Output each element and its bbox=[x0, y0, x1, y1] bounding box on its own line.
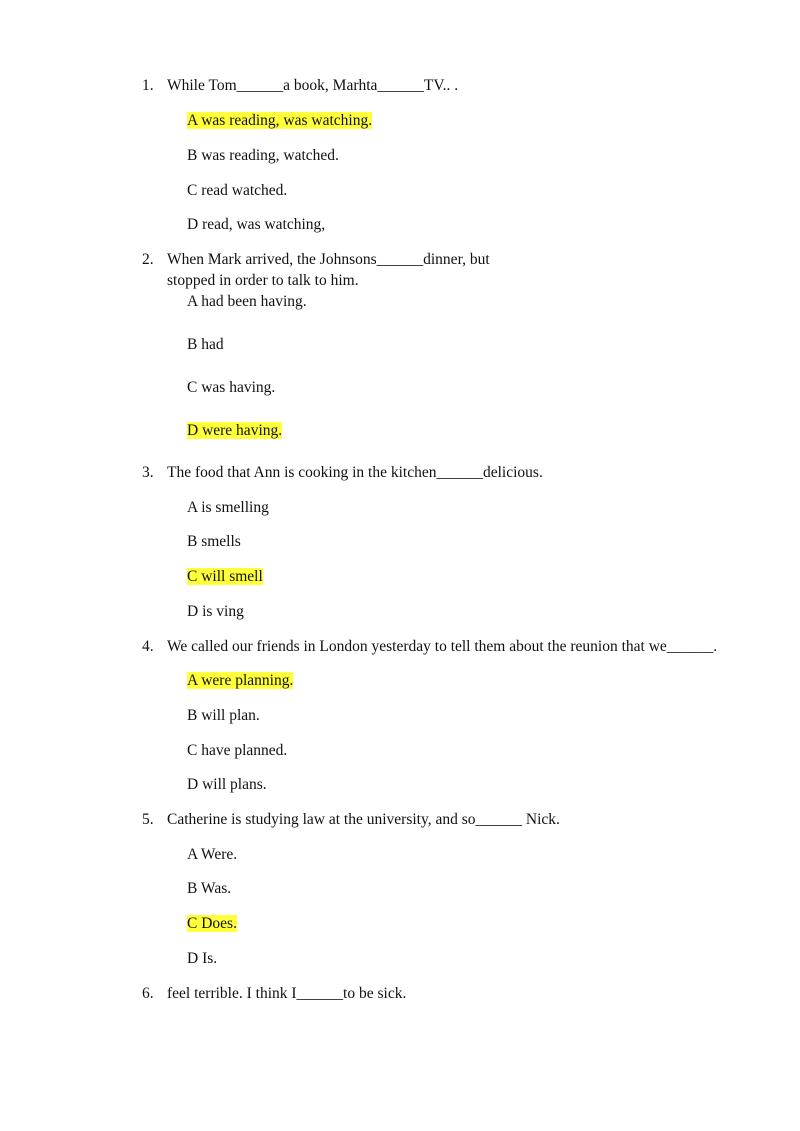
option-text: A had been having. bbox=[187, 293, 307, 310]
question-6 bbox=[142, 983, 406, 1004]
question-2-option-c bbox=[187, 377, 275, 398]
option-text: A were planning. bbox=[187, 672, 294, 689]
option-text: D read, was watching, bbox=[187, 216, 326, 233]
question-3 bbox=[142, 462, 543, 483]
option-text: C was having. bbox=[187, 379, 276, 396]
question-1-option-c bbox=[187, 180, 287, 201]
option-text: D will plans. bbox=[187, 776, 267, 793]
question-stem: We called our friends in London yesterday to tell them about the reunion that we______. bbox=[167, 638, 718, 655]
question-number: 5. bbox=[142, 811, 154, 828]
question-4-option-c bbox=[187, 740, 287, 761]
question-number: 6. bbox=[142, 985, 154, 1002]
option-text: A was reading, was watching. bbox=[187, 112, 373, 129]
question-1-option-a bbox=[187, 110, 372, 131]
question-4-option-b bbox=[187, 705, 260, 726]
question-2 bbox=[142, 249, 490, 270]
option-text: C have planned. bbox=[187, 742, 288, 759]
question-stem: The food that Ann is cooking in the kitchen______delicious. bbox=[167, 464, 543, 481]
question-5-option-b bbox=[187, 878, 231, 899]
question-4-option-d bbox=[187, 774, 267, 795]
question-3-option-a bbox=[187, 497, 269, 518]
option-text: B smells bbox=[187, 533, 241, 550]
question-2-stem-continued: stopped in order to talk to him. bbox=[167, 272, 359, 289]
question-5-option-a bbox=[187, 844, 237, 865]
question-1-option-b bbox=[187, 145, 339, 166]
question-5-option-c bbox=[187, 913, 237, 934]
option-text: B had bbox=[187, 336, 224, 353]
option-text: A is smelling bbox=[187, 499, 269, 516]
question-3-option-c bbox=[187, 566, 263, 587]
question-5-option-d bbox=[187, 948, 217, 969]
question-number: 1. bbox=[142, 77, 154, 94]
question-2-option-b bbox=[187, 334, 224, 355]
option-text: B will plan. bbox=[187, 707, 260, 724]
question-5 bbox=[142, 809, 560, 830]
option-text: D is ving bbox=[187, 603, 244, 620]
option-text: A Were. bbox=[187, 846, 238, 863]
option-text: B was reading, watched. bbox=[187, 147, 339, 164]
question-3-option-d bbox=[187, 601, 244, 622]
question-2-option-a bbox=[187, 291, 307, 312]
question-1 bbox=[142, 75, 458, 96]
question-3-option-b bbox=[187, 531, 241, 552]
option-text: D Is. bbox=[187, 950, 218, 967]
question-number: 4. bbox=[142, 638, 154, 655]
question-4 bbox=[142, 636, 717, 657]
question-stem: feel terrible. I think I______to be sick. bbox=[167, 985, 407, 1002]
option-text: C read watched. bbox=[187, 182, 288, 199]
question-4-option-a bbox=[187, 670, 293, 691]
question-number: 3. bbox=[142, 464, 154, 481]
question-stem: Catherine is studying law at the university, and so______ Nick. bbox=[167, 811, 560, 828]
option-text: C Does. bbox=[187, 915, 237, 932]
option-text: C will smell bbox=[187, 568, 263, 585]
question-stem: When Mark arrived, the Johnsons______dinner, but bbox=[167, 251, 490, 268]
question-stem: While Tom______a book, Marhta______TV.. . bbox=[167, 77, 459, 94]
option-text: D were having. bbox=[187, 422, 283, 439]
question-2-option-d bbox=[187, 420, 282, 441]
option-text: B Was. bbox=[187, 880, 232, 897]
question-1-option-d bbox=[187, 214, 325, 235]
question-number: 2. bbox=[142, 251, 154, 268]
